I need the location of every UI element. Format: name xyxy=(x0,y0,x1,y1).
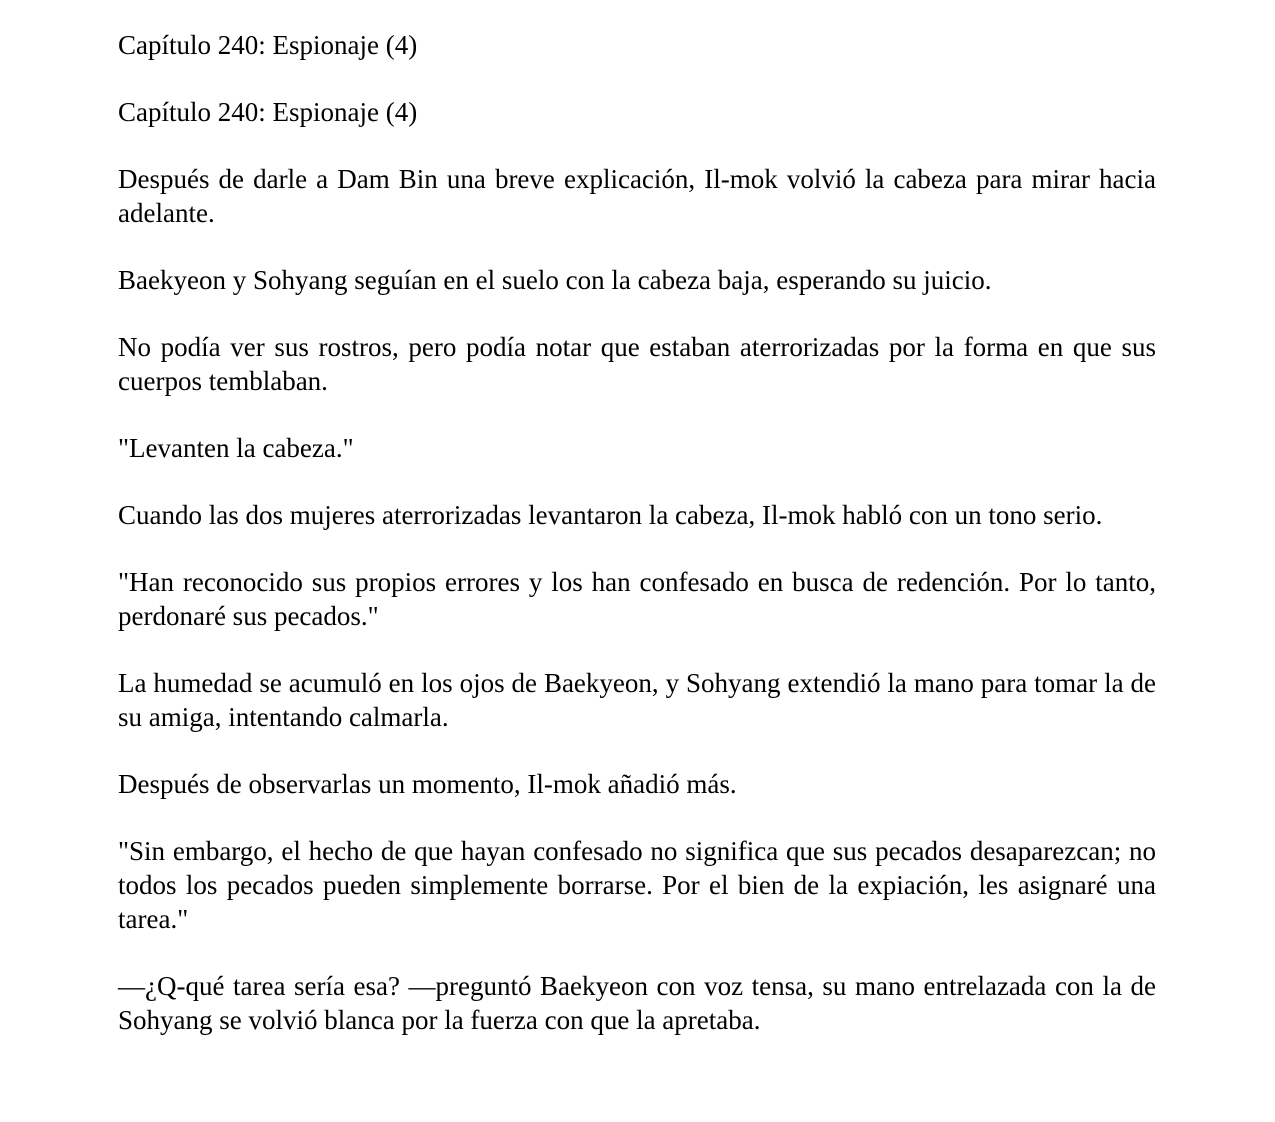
header-title: Capítulo 240: Espionaje (4) xyxy=(118,30,418,60)
paragraph: Baekyeon y Sohyang seguían en el suelo con la cabeza baja, esperando su juicio. xyxy=(118,265,992,295)
document-page xyxy=(118,28,1156,1037)
paragraph: Después de darle a Dam Bin una breve explicación, Il-mok volvió la cabeza para mirar hacia adelante. xyxy=(118,164,1156,228)
paragraph: La humedad se acumuló en los ojos de Baekyeon, y Sohyang extendió la mano para tomar la de su amiga, intentando calmarla. xyxy=(118,668,1156,732)
paragraph: Después de observarlas un momento, Il-mok añadió más. xyxy=(118,769,737,799)
paragraph: "Han reconocido sus propios errores y los han confesado en busca de redención. Por lo tanto, perdonaré sus pecados." xyxy=(118,567,1156,631)
paragraph: "Levanten la cabeza." xyxy=(118,433,354,463)
paragraph: No podía ver sus rostros, pero podía notar que estaban aterrorizadas por la forma en que sus cuerpos temblaban. xyxy=(118,332,1156,396)
paragraph: "Sin embargo, el hecho de que hayan confesado no significa que sus pecados desaparezcan; no todos los pecados pueden simplemente borrarse. Por el bien de la expiación, les asignaré una tarea." xyxy=(118,836,1156,934)
paragraph: Cuando las dos mujeres aterrorizadas levantaron la cabeza, Il-mok habló con un tono serio. xyxy=(118,500,1103,530)
paragraph: —¿Q-qué tarea sería esa? —preguntó Baekyeon con voz tensa, su mano entrelazada con la de Sohyang se volvió blanca por la fuerza con que la apretaba. xyxy=(118,971,1156,1035)
chapter-title: Capítulo 240: Espionaje (4) xyxy=(118,97,418,127)
